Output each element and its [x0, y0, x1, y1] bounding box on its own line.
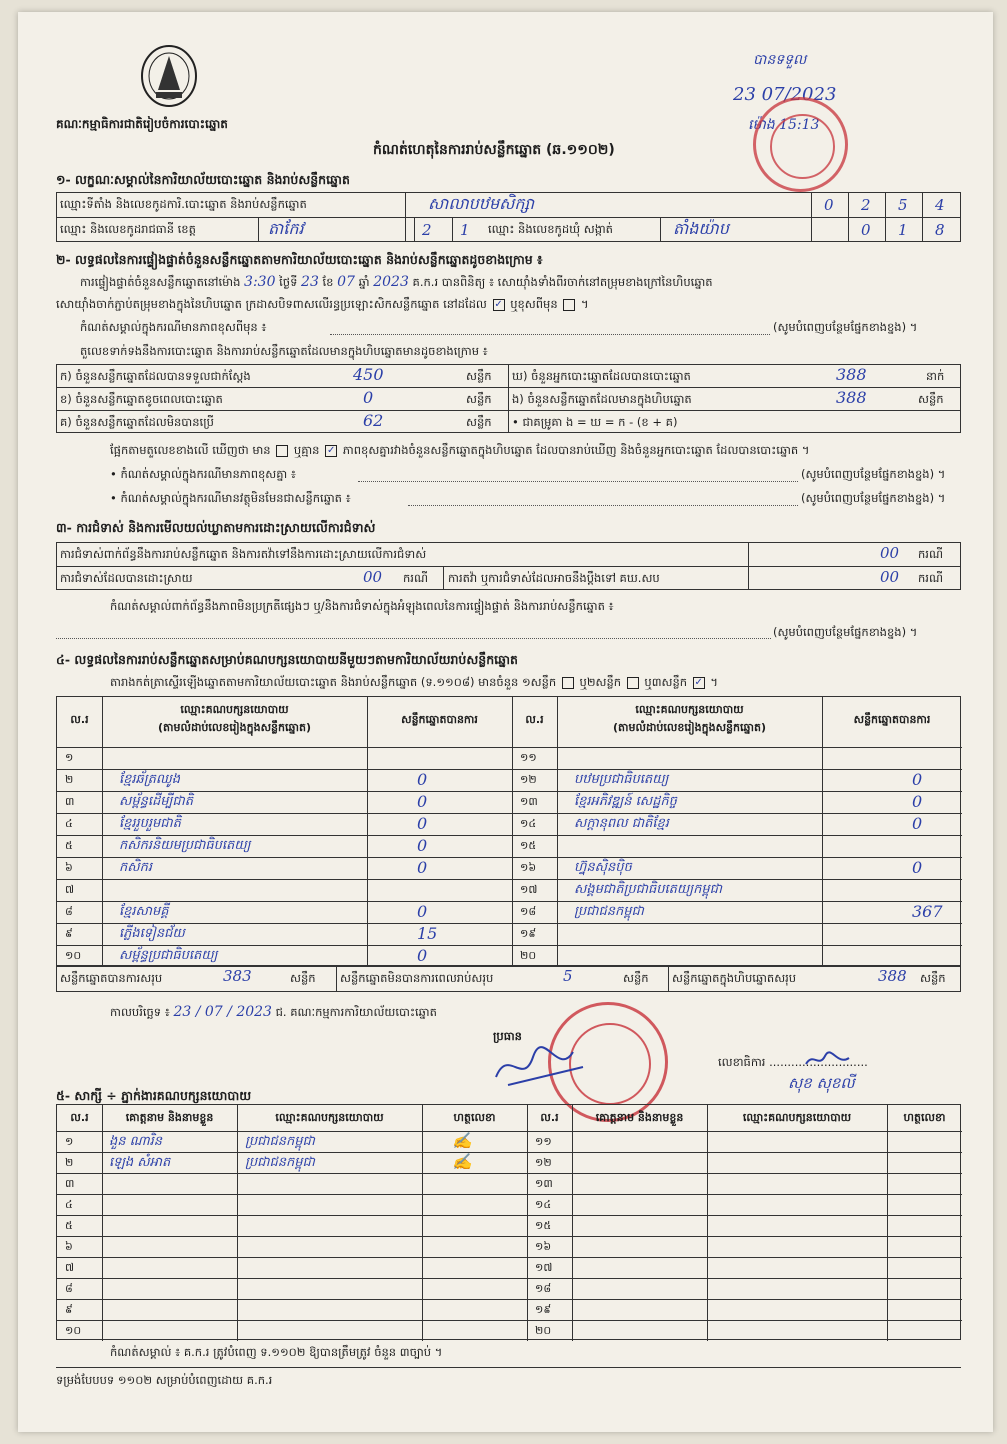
witness-row-no: ១ [65, 1135, 74, 1148]
result-party-name: ខ្មែរសាមគ្គី [119, 904, 169, 919]
witness-row-no: ១៥ [535, 1219, 552, 1232]
commune-seal-icon [753, 97, 848, 192]
commune-code-d1: 0 [861, 221, 871, 239]
result-party-name: សង្គមជាតិប្រជាធិបតេយ្យកម្ពុជា [574, 882, 723, 897]
result-votes: 0 [912, 770, 923, 789]
results-col-divider [367, 697, 368, 967]
commune-code-d2: 1 [898, 221, 908, 239]
witness-row-no: ៩ [65, 1303, 73, 1316]
witness-row-no: ៧ [65, 1261, 75, 1274]
complaints-value: 00 [880, 544, 900, 562]
results-row-divider [57, 835, 962, 836]
results-row-divider [57, 813, 962, 814]
result-votes: 367 [912, 902, 943, 921]
witness-signature-icon: ✍ [452, 1131, 472, 1150]
valid-total-unit: សន្លឹក [290, 971, 316, 985]
tally-text-b: ឬ២សន្លឹក [579, 675, 622, 689]
tally-text-c: ឬ៣សន្លឹក [644, 675, 688, 689]
verify-text: គ.ក.រ បានពិនិត្យ ៖ សោយ៉ាំងទាំងពីរចាក់នៅតម្រុមខាងក្រៅនៃហិបឆ្នោត [412, 275, 713, 289]
location-code-d4: 4 [935, 196, 945, 214]
witness-row-no: ៣ [65, 1177, 75, 1190]
result-party-name: សម្ព័ន្ធប្រជាធិបតេយ្យ [119, 948, 218, 963]
witness-row-divider [57, 1236, 962, 1237]
unused-ballots-value: 62 [363, 411, 384, 430]
spoiled-ballots-value: 0 [363, 388, 374, 407]
witness-col-divider [887, 1105, 888, 1341]
result-row-no: ៣ [65, 795, 75, 808]
chair-signature-icon [488, 1037, 598, 1092]
verify-year: 2023 [373, 274, 409, 290]
location-label: ឈ្មោះទីតាំង និងលេខកូដការិ.បោះឆ្នោត និងរាប់សន្លឹកឆ្នោត [60, 197, 307, 211]
result-row-no: ៩ [65, 927, 73, 940]
totals-row [56, 966, 961, 992]
witness-header-h_name: គោត្តនាម និងនាមខ្លួន [125, 1111, 214, 1124]
resolved-unit: ករណី [403, 571, 428, 585]
witness-row-no: ១២ [535, 1156, 552, 1169]
location-value: សាលាបឋមសិក្សា [428, 194, 535, 213]
witness-row-no: ១៤ [535, 1198, 552, 1211]
results-col-divider [822, 697, 823, 967]
irregularity-note: កំណត់សម្គាល់ពាក់ព័ន្ធនឹងភាពមិនប្រក្រតីផ្សេងៗ ឬ/និងការជំទាស់ក្នុងអំឡុងពេលនៃការផ្ទៀងផ្ទាត់ និងការរាប់សន្លឹកឆ្នោត ៖ [110, 599, 614, 613]
result-row-no: ៨ [65, 905, 73, 918]
signing-date-label: កាលបរិច្ឆេទ ៖ [110, 1005, 170, 1019]
result-votes: 0 [417, 858, 428, 877]
secretary-line: លេខាធិការ ........................... [718, 1055, 868, 1069]
nonballot-bullet-suffix: (សូមបំពេញបន្ថែមផ្នែកខាងខ្នង) ។ [801, 491, 946, 505]
witness-party: ប្រជាជនកម្ពុជា [245, 1134, 315, 1149]
result-party-name: ខ្មែរអភិវឌ្ឍន៍ សេដ្ឋកិច្ច [574, 794, 677, 809]
valid-total-label: សន្លឹកឆ្នោតបានការសរុប [60, 971, 163, 985]
witness-header-h_party: ឈ្មោះគណបក្សនយោបាយ [742, 1111, 852, 1124]
witness-row-divider [57, 1320, 962, 1321]
witness-row-no: ១៧ [535, 1261, 553, 1274]
section4-title: ៤- លទ្ធផលនៃការរាប់សន្លឹកឆ្នោតសម្រាប់គណបក្សនយោបាយនីមួយៗតាមការិយាល័យរាប់សន្លឹកឆ្នោត [56, 652, 518, 667]
province-label: ឈ្មោះ និងលេខកូដរាជធានី ខេត្ត [60, 222, 196, 236]
verify-month-label: ខែ [322, 275, 334, 289]
result-votes: 0 [417, 814, 428, 833]
location-code-d2: 2 [861, 196, 871, 214]
voters-unit: នាក់ [926, 369, 945, 383]
nec-emblem-icon [138, 42, 200, 114]
result-row-no: ១ [65, 751, 74, 764]
witness-row-divider [57, 1215, 962, 1216]
tally-sheet-line: តារាងកត់ត្រាស្ទើរឡើងឆ្នោតតាមការិយាល័យបោះឆ្នោត និងរាប់សន្លឹកឆ្នោត (ទ.១១០៨) មានចំនួន ១សន្លឹក ឬ២សន្លឹក ឬ៣សន្លឹក ✓ ។ [110, 675, 718, 689]
commune-label: ឈ្មោះ និងលេខកូដឃុំ សង្កាត់ [488, 222, 613, 236]
witness-name: ងួន ណារិន [109, 1134, 163, 1149]
diff-note-suffix: (សូមបំពេញបន្ថែមផ្នែកខាងខ្នង) ។ [773, 320, 918, 334]
ballots-in-box-value: 388 [836, 388, 867, 407]
compare-text-b: ឬគ្មាន [293, 443, 320, 457]
witness-row-divider [57, 1194, 962, 1195]
unused-ballots-label: គ) ចំនួនសន្លឹកឆ្នោតដែលមិនបានប្រើ [60, 415, 214, 429]
result-row-no: ១៧ [520, 883, 538, 896]
box-total-value: 388 [878, 967, 907, 985]
has-difference-checkbox[interactable] [276, 445, 288, 457]
appeal-value: 00 [880, 568, 900, 586]
received-label: បានទទួល [753, 52, 807, 68]
spoiled-ballots-unit: សន្លឹក [466, 392, 492, 406]
signing-date-line [110, 1004, 437, 1021]
complaints-unit: ករណី [918, 547, 943, 561]
result-party-name: កសិករ [119, 860, 153, 875]
signing-committee-label: ជ. គណៈកម្មការការិយាល័យបោះឆ្នោត [275, 1005, 437, 1019]
verify-month: 07 [337, 274, 355, 290]
voters-label: ឃ) ចំនួនអ្នកបោះឆ្នោតដែលបានបោះឆ្នោត [512, 369, 691, 383]
signing-date-value: 23 / 07 / 2023 [173, 1004, 272, 1020]
results-table [56, 696, 961, 966]
result-row-no: ១១ [520, 751, 537, 764]
location-code-d3: 5 [898, 196, 908, 214]
section5-title: ៥- សាក្សី ÷ ភ្នាក់ងារគណបក្សនយោបាយ [56, 1088, 252, 1103]
results-col-divider [557, 697, 558, 967]
result-votes: 0 [417, 792, 428, 811]
result-party-name: ប្រជាជនកម្ពុជា [574, 904, 644, 919]
received-ballots-unit: សន្លឹក [466, 369, 492, 383]
chair-label: ប្រធាន [493, 1029, 522, 1043]
changed-checkbox[interactable] [563, 299, 575, 311]
received-time: ម៉ោង 15:13 [748, 117, 820, 133]
section2-title: ២- លទ្ធផលនៃការផ្ទៀងផ្ទាត់ចំនួនសន្លឹកឆ្នោតតាមការិយាល័យបោះឆ្នោត និងរាប់សន្លឹកឆ្នោតដូចខាងក្រោម ៖ [56, 252, 543, 267]
unchanged-checkbox[interactable]: ✓ [494, 298, 503, 310]
province-value: តាកែវ [268, 219, 304, 238]
results-col-divider [102, 697, 103, 967]
results-header-h_party: ឈ្មោះគណបក្សនយោបាយ [180, 703, 289, 716]
result-row-no: ១២ [520, 773, 537, 786]
result-row-no: ២ [65, 773, 74, 786]
result-row-no: ១៩ [520, 927, 537, 940]
results-row-divider [57, 923, 962, 924]
witness-col-divider [572, 1105, 573, 1341]
received-ballots-value: 450 [353, 365, 384, 384]
result-row-no: ៧ [65, 883, 75, 896]
section3-title: ៣- ការជំទាស់ និងការមើលយល់ឃ្លាតាមការដោះស្រាយលើការជំទាស់ [56, 520, 376, 535]
figures-intro: តួលេខទាក់ទងនឹងការបោះឆ្នោត និងការរាប់សន្លឹកឆ្នោតដែលមានក្នុងហិបឆ្នោតមានដូចខាងក្រោម ៖ [80, 344, 488, 358]
witness-header-h_no: ល.រ [70, 1111, 89, 1124]
result-votes: 0 [912, 858, 923, 877]
ballots-in-box-label: ង) ចំនួនសន្លឹកឆ្នោតដែលមានក្នុងហិបឆ្នោត [512, 392, 692, 406]
box-total-unit: សន្លឹក [920, 971, 946, 985]
results-header-party-sub: (តាមលំដាប់លេខរៀងក្នុងសន្លឹកឆ្នោត) [613, 721, 766, 734]
verify-line [80, 274, 713, 291]
org-name: គណៈកម្មាធិការជាតិរៀបចំការបោះឆ្នោត [56, 117, 228, 131]
result-party-name: កសិករនិយមប្រជាធិបតេយ្យ [119, 838, 251, 853]
witness-name: ឡេង សំអាត [109, 1155, 171, 1170]
secretary-label: លេខាធិការ [718, 1055, 766, 1069]
nonballot-bullet: • កំណត់សម្គាល់ក្នុងករណីមានវត្ថុមិនមែនជាសន្លឹកឆ្នោត ៖ [110, 491, 351, 505]
results-row-divider [57, 857, 962, 858]
changed-label: ឬខុសពីមុន [510, 297, 558, 311]
unused-ballots-unit: សន្លឹក [466, 415, 492, 429]
results-row-divider [57, 945, 962, 946]
witness-row-no: ១០ [65, 1324, 82, 1337]
secretary-signature-icon [803, 1050, 853, 1070]
verify-day: 23 [301, 274, 319, 290]
result-votes: 0 [912, 792, 923, 811]
verify-time: 3:30 [244, 274, 276, 290]
results-header-divider [57, 747, 962, 748]
result-votes: 0 [417, 770, 428, 789]
result-row-no: ១៦ [520, 861, 537, 874]
seal-line: សោយ៉ាំងចាក់ភ្ជាប់តម្រុមខាងក្នុងនៃហិបឆ្នោត ក្រដាសបិទពាសលើរន្ធប្រឡោះសិកសន្លឹកឆ្នោត នៅដដែល ✓ ឬខុសពីមុន ។ [56, 297, 589, 311]
results-row-divider [57, 791, 962, 792]
witness-header-h_name: គោត្តនាម និងនាមខ្លួន [595, 1111, 684, 1124]
one-sheet-checkbox[interactable] [562, 677, 574, 689]
result-party-name: ហ្វ៊ុនស៊ិនប៉ិច [574, 860, 632, 875]
verify-time-label: ការផ្ទៀងផ្ទាត់ចំនួនសន្លឹកឆ្នោតនៅម៉ោង [80, 275, 241, 289]
ballots-in-box-unit: សន្លឹក [918, 392, 944, 406]
province-code-d1: 2 [422, 221, 432, 239]
witness-row-no: ៥ [65, 1219, 73, 1232]
witness-row-divider [57, 1299, 962, 1300]
result-party-name: បឋមប្រជាធិបតេយ្យ [574, 772, 669, 787]
results-row-divider [57, 879, 962, 880]
secretary-name: សុខ សុខលី [788, 1074, 855, 1092]
result-votes: 15 [417, 924, 438, 943]
received-date: 23 07/2023 [733, 84, 837, 105]
result-votes: 0 [912, 814, 923, 833]
results-header-h_votes: សន្លឹកឆ្នោតបានការ [853, 713, 931, 726]
diff-bullet: • កំណត់សម្គាល់ក្នុងករណីមានភាពខុសគ្នា ៖ [110, 467, 296, 481]
witness-row-no: ៨ [65, 1282, 73, 1295]
seal-text: សោយ៉ាំងចាក់ភ្ជាប់តម្រុមខាងក្នុងនៃហិបឆ្នោត ក្រដាសបិទពាសលើរន្ធប្រឡោះសិកសន្លឹកឆ្នោត នៅដដែល [56, 297, 487, 311]
witness-row-divider [57, 1257, 962, 1258]
witness-row-no: ១៩ [535, 1303, 552, 1316]
witness-header-h_no: ល.រ [540, 1111, 559, 1124]
commune-code-d3: 8 [935, 221, 945, 239]
compare-text-c: ភាពខុសគ្នារវាងចំនួនសន្លឹកឆ្នោតក្នុងហិបឆ្នោត ដែលបានរាប់ឃើញ និងចំនួនអ្នកបោះឆ្នោត ដែលបានបោះឆ្នោត ។ [342, 443, 810, 457]
received-ballots-label: ក) ចំនួនសន្លឹកឆ្នោតដែលបានទទួលជាក់ស្ដែង [60, 369, 251, 383]
invalid-total-unit: សន្លឹក [623, 971, 649, 985]
result-row-no: ១៨ [520, 905, 537, 918]
result-party-name: សម្ព័ន្ធដើម្បីជាតិ [119, 794, 194, 809]
form-footer: ទម្រង់បែបបទ ១១០២ សម្រាប់បំពេញដោយ គ.ក.រ [56, 1373, 273, 1387]
invalid-total-value: 5 [563, 967, 573, 985]
witness-row-divider [57, 1152, 962, 1153]
witness-row-no: ៦ [65, 1240, 73, 1253]
witness-row-no: ១៣ [535, 1177, 553, 1190]
complaints-label: ការជំទាស់ពាក់ព័ន្ធនឹងការរាប់សន្លឹកឆ្នោត និងការតវ៉ាទៅនឹងការដោះស្រាយលើការជំទាស់ [60, 547, 427, 561]
results-row-divider [57, 769, 962, 770]
witness-row-no: ៤ [65, 1198, 73, 1211]
result-row-no: ៤ [65, 817, 73, 830]
document-sheet [18, 12, 993, 1432]
results-header-h_no: ល.រ [525, 713, 544, 726]
two-sheet-checkbox[interactable] [627, 677, 639, 689]
section1-title: ១- លក្ខណៈសម្គាល់នៃការិយាល័យបោះឆ្នោត និងរាប់សន្លឹកឆ្នោត [56, 172, 350, 187]
witness-row-no: ២០ [535, 1324, 552, 1337]
witness-row-divider [57, 1278, 962, 1279]
witness-party: ប្រជាជនកម្ពុជា [245, 1155, 315, 1170]
witness-row-divider [57, 1173, 962, 1174]
result-row-no: ១៥ [520, 839, 537, 852]
resolved-value: 00 [363, 568, 383, 586]
compare-text-a: ផ្អែកតាមតួលេខខាងលើ ឃើញថា មាន [110, 443, 271, 457]
witness-header-divider [57, 1131, 962, 1132]
verify-year-label: ឆ្នាំ [358, 275, 370, 289]
results-header-h_no: ល.រ [70, 713, 89, 726]
result-row-no: ៥ [65, 839, 73, 852]
valid-total-value: 383 [223, 967, 252, 985]
witness-row-no: ១៦ [535, 1240, 552, 1253]
result-row-no: ១០ [65, 949, 82, 962]
witness-col-divider [237, 1105, 238, 1341]
result-party-name: ភ្លើងទៀនជ័យ [119, 926, 185, 941]
no-difference-checkbox[interactable]: ✓ [326, 444, 336, 456]
results-row-divider [57, 901, 962, 902]
result-party-name: ខ្មែរឆ័ត្រឈូង [119, 772, 181, 787]
results-header-h_party: ឈ្មោះគណបក្សនយោបាយ [635, 703, 744, 716]
diff-note-label: កំណត់សម្គាល់ក្នុងករណីមានភាពខុសពីមុន ៖ [80, 320, 267, 334]
diff-bullet-suffix: (សូមបំពេញបន្ថែមផ្នែកខាងខ្នង) ។ [801, 467, 946, 481]
witness-col-divider [707, 1105, 708, 1341]
witness-row-no: ២ [65, 1156, 74, 1169]
witness-col-divider [422, 1105, 423, 1341]
results-header-h_votes: សន្លឹកឆ្នោតបានការ [401, 713, 478, 726]
result-votes: 0 [417, 902, 428, 921]
formula-text: • ជាគម្រូគា ង = ឃ = ក - (ខ + គ) [512, 415, 678, 429]
witness-signature-icon: ✍ [452, 1152, 472, 1171]
result-votes: 0 [417, 946, 428, 965]
box-total-label: សន្លឹកឆ្នោតក្នុងហិបឆ្នោតសរុប [672, 971, 797, 985]
appeal-unit: ករណី [918, 571, 943, 585]
result-votes: 0 [417, 836, 428, 855]
results-col-divider [512, 697, 513, 967]
witness-col-divider [102, 1105, 103, 1341]
witness-table [56, 1104, 961, 1340]
invalid-total-label: សន្លឹកឆ្នោតមិនបានការពេលរាប់សរុប [340, 971, 494, 985]
tally-text-a: តារាងកត់ត្រាស្ទើរឡើងឆ្នោតតាមការិយាល័យបោះឆ្នោត និងរាប់សន្លឹកឆ្នោត (ទ.១១០៨) មានចំនួន ១សន្លឹក [110, 675, 557, 689]
compare-line [110, 444, 809, 458]
verify-day-label: ថ្ងៃទី [279, 275, 298, 289]
three-sheet-checkbox[interactable]: ✓ [694, 676, 703, 688]
witness-header-h_sign: ហត្ថលេខា [903, 1111, 946, 1124]
voters-value: 388 [836, 365, 867, 384]
spoiled-ballots-label: ខ) ចំនួនសន្លឹកឆ្នោតខូចពេលបោះឆ្នោត [60, 392, 223, 406]
results-header-party-sub: (តាមលំដាប់លេខរៀងក្នុងសន្លឹកឆ្នោត) [158, 721, 311, 734]
appeal-label: ការតវ៉ា ឬការជំទាស់ដែលអាចនឹងប្ដឹងទៅ គឃ.សប [448, 571, 660, 585]
province-code-d2: 1 [460, 221, 470, 239]
commune-value: តាំងយ៉ាប [673, 219, 729, 238]
result-row-no: ៦ [65, 861, 73, 874]
result-row-no: ២០ [520, 949, 537, 962]
result-row-no: ១៤ [520, 817, 537, 830]
witness-col-divider [527, 1105, 528, 1341]
witness-row-no: ១១ [535, 1135, 552, 1148]
witness-row-no: ១៨ [535, 1282, 552, 1295]
result-party-name: ខ្មែររួបរួមជាតិ [119, 816, 181, 831]
result-party-name: សក្ដានុពល ជាតិខ្មែរ [574, 816, 669, 831]
resolved-label: ការជំទាស់ដែលបានដោះស្រាយ [60, 571, 193, 585]
footer-note: កំណត់សម្គាល់ ៖ គ.ក.រ ត្រូវបំពេញ ទ.១១០២ ឱ្យបានត្រឹមត្រូវ ចំនួន ៣ច្បាប់ ។ [110, 1345, 443, 1359]
witness-header-h_sign: ហត្ថលេខា [453, 1111, 496, 1124]
location-code-d1: 0 [824, 196, 834, 214]
page-title: កំណត់ហេតុនៃការរាប់សន្លឹកឆ្នោត (ឆ.១១០២) [373, 142, 615, 158]
witness-header-h_party: ឈ្មោះគណបក្សនយោបាយ [275, 1111, 384, 1124]
irregularity-suffix: (សូមបំពេញបន្ថែមផ្នែកខាងខ្នង) ។ [773, 625, 918, 639]
result-row-no: ១៣ [520, 795, 538, 808]
